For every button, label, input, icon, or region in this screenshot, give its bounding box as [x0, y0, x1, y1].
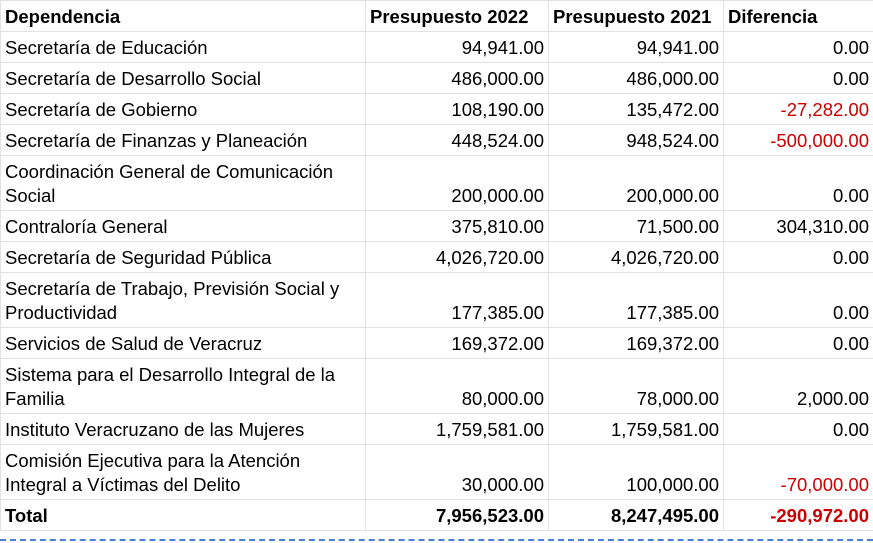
cell-presupuesto-2022[interactable]: 80,000.00	[366, 359, 549, 414]
table-row	[1, 125, 873, 156]
cell-presupuesto-2021[interactable]: 71,500.00	[549, 211, 724, 242]
cell-dependencia[interactable]: Secretaría de Trabajo, Previsión Social y Productividad	[1, 273, 366, 328]
total-presupuesto-2021[interactable]: 8,247,495.00	[549, 500, 724, 531]
table-row	[1, 32, 873, 63]
cell-presupuesto-2022[interactable]: 177,385.00	[366, 273, 549, 328]
total-presupuesto-2022[interactable]: 7,956,523.00	[366, 500, 549, 531]
cell-diferencia[interactable]: 0.00	[724, 156, 873, 211]
table-row	[1, 414, 873, 445]
selection-dashed-border	[0, 539, 873, 541]
cell-presupuesto-2021[interactable]: 948,524.00	[549, 125, 724, 156]
total-row	[1, 500, 873, 531]
table-row	[1, 359, 873, 414]
cell-presupuesto-2022[interactable]: 30,000.00	[366, 445, 549, 500]
cell-dependencia[interactable]: Secretaría de Seguridad Pública	[1, 242, 366, 273]
cell-dependencia[interactable]: Secretaría de Gobierno	[1, 94, 366, 125]
cell-presupuesto-2022[interactable]: 4,026,720.00	[366, 242, 549, 273]
cell-presupuesto-2021[interactable]: 486,000.00	[549, 63, 724, 94]
cell-diferencia[interactable]: 304,310.00	[724, 211, 873, 242]
cell-dependencia[interactable]: Secretaría de Educación	[1, 32, 366, 63]
cell-diferencia[interactable]: 0.00	[724, 242, 873, 273]
cell-dependencia[interactable]: Instituto Veracruzano de las Mujeres	[1, 414, 366, 445]
cell-presupuesto-2021[interactable]: 135,472.00	[549, 94, 724, 125]
header-presupuesto-2021[interactable]: Presupuesto 2021	[549, 1, 724, 32]
cell-presupuesto-2022[interactable]: 1,759,581.00	[366, 414, 549, 445]
cell-dependencia[interactable]: Contraloría General	[1, 211, 366, 242]
cell-dependencia[interactable]: Servicios de Salud de Veracruz	[1, 328, 366, 359]
table-row	[1, 242, 873, 273]
cell-presupuesto-2022[interactable]: 200,000.00	[366, 156, 549, 211]
cell-presupuesto-2021[interactable]: 169,372.00	[549, 328, 724, 359]
cell-diferencia[interactable]: 0.00	[724, 414, 873, 445]
cell-diferencia[interactable]: 0.00	[724, 273, 873, 328]
cell-dependencia[interactable]: Coordinación General de Comunicación Social	[1, 156, 366, 211]
cell-presupuesto-2021[interactable]: 78,000.00	[549, 359, 724, 414]
cell-presupuesto-2022[interactable]: 94,941.00	[366, 32, 549, 63]
table-row	[1, 63, 873, 94]
total-label[interactable]: Total	[1, 500, 366, 531]
cell-presupuesto-2021[interactable]: 1,759,581.00	[549, 414, 724, 445]
table-row	[1, 94, 873, 125]
cell-diferencia[interactable]: -70,000.00	[724, 445, 873, 500]
cell-presupuesto-2022[interactable]: 169,372.00	[366, 328, 549, 359]
cell-presupuesto-2021[interactable]: 4,026,720.00	[549, 242, 724, 273]
cell-presupuesto-2022[interactable]: 375,810.00	[366, 211, 549, 242]
cell-dependencia[interactable]: Sistema para el Desarrollo Integral de la Familia	[1, 359, 366, 414]
table-row	[1, 445, 873, 500]
cell-dependencia[interactable]: Secretaría de Finanzas y Planeación	[1, 125, 366, 156]
cell-diferencia[interactable]: 0.00	[724, 32, 873, 63]
cell-diferencia[interactable]: 0.00	[724, 328, 873, 359]
header-presupuesto-2022[interactable]: Presupuesto 2022	[366, 1, 549, 32]
header-dependencia[interactable]: Dependencia	[1, 1, 366, 32]
cell-presupuesto-2022[interactable]: 108,190.00	[366, 94, 549, 125]
table-row	[1, 273, 873, 328]
cell-diferencia[interactable]: 2,000.00	[724, 359, 873, 414]
cell-diferencia[interactable]: -27,282.00	[724, 94, 873, 125]
cell-presupuesto-2021[interactable]: 94,941.00	[549, 32, 724, 63]
cell-diferencia[interactable]: -500,000.00	[724, 125, 873, 156]
table-row	[1, 156, 873, 211]
cell-presupuesto-2021[interactable]: 100,000.00	[549, 445, 724, 500]
cell-dependencia[interactable]: Secretaría de Desarrollo Social	[1, 63, 366, 94]
header-diferencia[interactable]: Diferencia	[724, 1, 873, 32]
cell-dependencia[interactable]: Comisión Ejecutiva para la Atención Integral a Víctimas del Delito	[1, 445, 366, 500]
table-row	[1, 328, 873, 359]
cell-diferencia[interactable]: 0.00	[724, 63, 873, 94]
cell-presupuesto-2021[interactable]: 200,000.00	[549, 156, 724, 211]
table-row	[1, 211, 873, 242]
header-row	[1, 1, 873, 32]
cell-presupuesto-2022[interactable]: 448,524.00	[366, 125, 549, 156]
total-diferencia[interactable]: -290,972.00	[724, 500, 873, 531]
cell-presupuesto-2022[interactable]: 486,000.00	[366, 63, 549, 94]
cell-presupuesto-2021[interactable]: 177,385.00	[549, 273, 724, 328]
